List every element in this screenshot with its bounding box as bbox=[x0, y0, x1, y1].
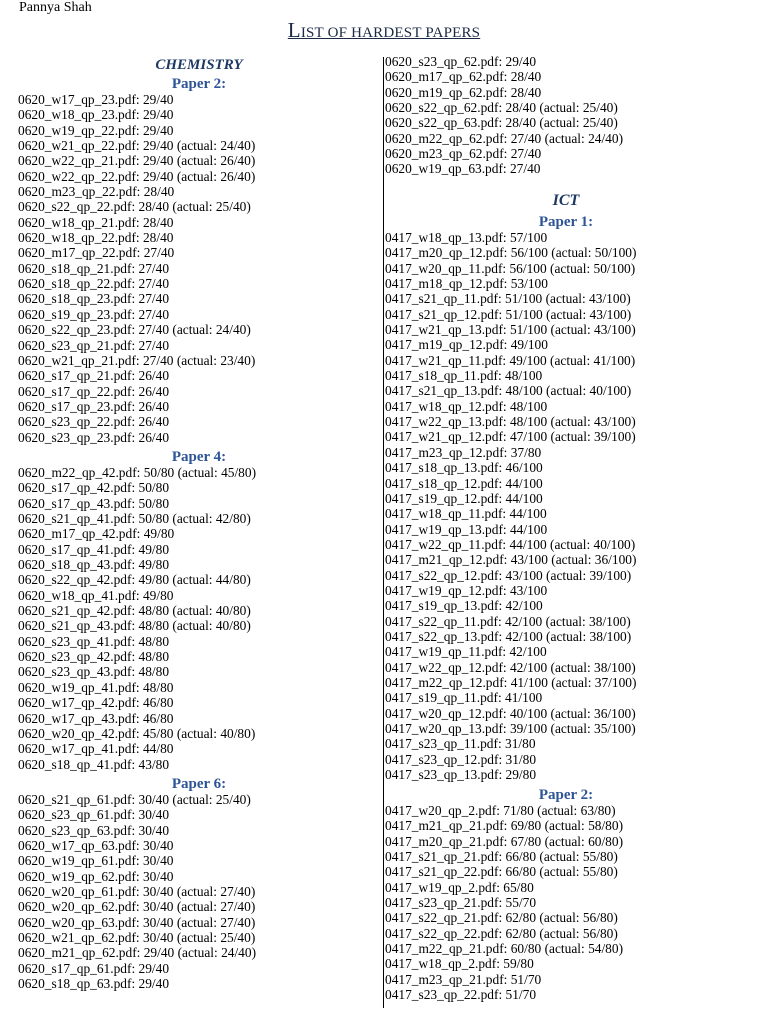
list-item: 0620_w18_qp_22.pdf: 28/40 bbox=[18, 230, 174, 246]
list-item: 0417_m21_qp_21.pdf: 69/80 (actual: 58/80) bbox=[385, 818, 624, 834]
list-item: 0417_s19_qp_11.pdf: 41/100 bbox=[385, 690, 543, 706]
chemistry-heading: CHEMISTRY bbox=[155, 57, 243, 73]
list-item: 0417_s21_qp_21.pdf: 66/80 (actual: 55/80) bbox=[385, 849, 618, 865]
list-item: 0620_s17_qp_42.pdf: 50/80 bbox=[18, 480, 170, 496]
list-item: 0417_m18_qp_12.pdf: 53/100 bbox=[385, 276, 548, 292]
list-item: 0620_s23_qp_23.pdf: 26/40 bbox=[18, 429, 170, 445]
list-item: 0620_w22_qp_21.pdf: 29/40 (actual: 26/40) bbox=[18, 153, 256, 169]
list-item: 0417_m20_qp_12.pdf: 56/100 (actual: 50/100) bbox=[385, 245, 637, 261]
list-item: 0620_m21_qp_62.pdf: 29/40 (actual: 24/40) bbox=[18, 945, 257, 961]
list-item: 0417_s21_qp_22.pdf: 66/80 (actual: 55/80) bbox=[385, 864, 618, 880]
list-item: 0417_w18_qp_12.pdf: 48/100 bbox=[385, 398, 548, 414]
list-item: 0417_w20_qp_12.pdf: 40/100 (actual: 36/100) bbox=[385, 705, 636, 721]
list-item: 0417_s19_qp_13.pdf: 42/100 bbox=[385, 598, 543, 614]
list-item: 0417_s21_qp_11.pdf: 51/100 (actual: 43/100) bbox=[385, 291, 631, 307]
list-item: 0620_s17_qp_43.pdf: 50/80 bbox=[18, 495, 170, 511]
list-item: 0620_s22_qp_22.pdf: 28/40 (actual: 25/40) bbox=[18, 199, 251, 215]
list-item: 0620_s23_qp_62.pdf: 29/40 bbox=[385, 54, 537, 69]
list-item: 0620_w21_qp_21.pdf: 27/40 (actual: 23/40) bbox=[18, 352, 256, 368]
list-item: 0620_w19_qp_63.pdf: 27/40 bbox=[385, 161, 541, 177]
list-item: 0417_w21_qp_11.pdf: 49/100 (actual: 41/100) bbox=[385, 352, 636, 368]
list-item: 0620_w21_qp_62.pdf: 30/40 (actual: 25/40) bbox=[18, 930, 256, 946]
list-item: 0417_m20_qp_21.pdf: 67/80 (actual: 60/80) bbox=[385, 833, 624, 849]
list-item: 0417_w19_qp_11.pdf: 42/100 bbox=[385, 644, 547, 660]
list-item: 0620_w17_qp_42.pdf: 46/80 bbox=[18, 695, 174, 711]
list-item: 0417_m23_qp_12.pdf: 37/80 bbox=[385, 444, 542, 460]
list-item: 0620_m19_qp_62.pdf: 28/40 bbox=[385, 84, 542, 100]
ict-paper2-list bbox=[385, 803, 623, 1002]
list-item: 0417_w19_qp_2.pdf: 65/80 bbox=[385, 879, 534, 895]
list-item: 0417_s23_qp_12.pdf: 31/80 bbox=[385, 751, 537, 767]
list-item: 0620_s18_qp_63.pdf: 29/40 bbox=[18, 976, 170, 992]
author-name: Pannya Shah bbox=[19, 0, 92, 15]
list-item: 0417_s18_qp_13.pdf: 46/100 bbox=[385, 460, 543, 476]
list-item: 0417_w18_qp_13.pdf: 57/100 bbox=[385, 230, 548, 245]
list-item: 0620_m17_qp_42.pdf: 49/80 bbox=[18, 526, 175, 542]
list-item: 0417_w19_qp_13.pdf: 44/100 bbox=[385, 521, 548, 537]
list-item: 0620_w19_qp_61.pdf: 30/40 bbox=[18, 853, 174, 869]
list-item: 0417_s23_qp_22.pdf: 51/70 bbox=[385, 987, 537, 1003]
list-item: 0620_m23_qp_22.pdf: 28/40 bbox=[18, 184, 175, 200]
list-item: 0417_m21_qp_12.pdf: 43/100 (actual: 36/100) bbox=[385, 552, 637, 568]
list-item: 0620_s23_qp_41.pdf: 48/80 bbox=[18, 633, 170, 649]
chemistry-paper6-heading: Paper 6: bbox=[171, 776, 227, 792]
title-first-letter: L bbox=[287, 18, 301, 42]
list-item: 0620_w19_qp_62.pdf: 30/40 bbox=[18, 868, 174, 884]
list-item: 0417_m23_qp_21.pdf: 51/70 bbox=[385, 971, 542, 987]
title-rest: IST OF HARDEST PAPERS bbox=[300, 25, 481, 41]
list-item: 0620_s17_qp_21.pdf: 26/40 bbox=[18, 368, 170, 384]
list-item: 0620_w20_qp_63.pdf: 30/40 (actual: 27/40) bbox=[18, 914, 256, 930]
page-title bbox=[0, 18, 768, 45]
list-item: 0620_m22_qp_62.pdf: 27/40 (actual: 24/40) bbox=[385, 130, 624, 146]
list-item: 0620_s17_qp_61.pdf: 29/40 bbox=[18, 960, 170, 976]
chemistry-paper4-list bbox=[18, 465, 256, 772]
list-item: 0417_m22_qp_21.pdf: 60/80 (actual: 54/80) bbox=[385, 941, 624, 957]
list-item: 0620_s17_qp_22.pdf: 26/40 bbox=[18, 383, 170, 399]
chemistry-paper2-list bbox=[18, 92, 255, 445]
list-item: 0417_w18_qp_11.pdf: 44/100 bbox=[385, 506, 547, 522]
chemistry-paper4-heading: Paper 4: bbox=[171, 449, 227, 465]
list-item: 0620_s22_qp_42.pdf: 49/80 (actual: 44/80) bbox=[18, 572, 251, 588]
list-item: 0620_s23_qp_43.pdf: 48/80 bbox=[18, 664, 170, 680]
chemistry-paper6-list bbox=[18, 792, 256, 991]
list-item: 0620_s21_qp_42.pdf: 48/80 (actual: 40/80) bbox=[18, 603, 251, 619]
list-item: 0417_m22_qp_12.pdf: 41/100 (actual: 37/100) bbox=[385, 674, 637, 690]
list-item: 0417_w20_qp_11.pdf: 56/100 (actual: 50/100) bbox=[385, 260, 636, 276]
list-item: 0417_w18_qp_2.pdf: 59/80 bbox=[385, 956, 534, 972]
list-item: 0417_s22_qp_13.pdf: 42/100 (actual: 38/100) bbox=[385, 628, 632, 644]
list-item: 0620_s17_qp_41.pdf: 49/80 bbox=[18, 541, 170, 557]
list-item: 0620_s23_qp_61.pdf: 30/40 bbox=[18, 807, 170, 823]
list-item: 0620_s18_qp_22.pdf: 27/40 bbox=[18, 276, 170, 292]
list-item: 0620_w20_qp_42.pdf: 45/80 (actual: 40/80) bbox=[18, 725, 256, 741]
list-item: 0417_w22_qp_12.pdf: 42/100 (actual: 38/100) bbox=[385, 659, 636, 675]
list-item: 0620_w17_qp_41.pdf: 44/80 bbox=[18, 741, 174, 757]
ict-heading: ICT bbox=[552, 192, 580, 209]
list-item: 0417_s19_qp_12.pdf: 44/100 bbox=[385, 490, 543, 506]
list-item: 0417_s23_qp_13.pdf: 29/80 bbox=[385, 767, 537, 783]
list-item: 0620_w21_qp_22.pdf: 29/40 (actual: 24/40) bbox=[18, 138, 256, 154]
chemistry-paper6-continued-list bbox=[385, 54, 623, 177]
list-item: 0620_m17_qp_62.pdf: 28/40 bbox=[385, 69, 542, 85]
list-item: 0417_s22_qp_11.pdf: 42/100 (actual: 38/100) bbox=[385, 613, 631, 629]
list-item: 0620_s18_qp_43.pdf: 49/80 bbox=[18, 557, 170, 573]
list-item: 0620_s18_qp_41.pdf: 43/80 bbox=[18, 756, 170, 772]
list-item: 0417_s18_qp_12.pdf: 44/100 bbox=[385, 475, 543, 491]
ict-paper1-heading: Paper 1: bbox=[538, 214, 594, 230]
list-item: 0417_s21_qp_12.pdf: 51/100 (actual: 43/100) bbox=[385, 306, 632, 322]
list-item: 0620_s21_qp_43.pdf: 48/80 (actual: 40/80) bbox=[18, 618, 251, 634]
list-item: 0417_s22_qp_12.pdf: 43/100 (actual: 39/100) bbox=[385, 567, 632, 583]
list-item: 0620_s23_qp_21.pdf: 27/40 bbox=[18, 337, 170, 353]
list-item: 0620_s19_qp_23.pdf: 27/40 bbox=[18, 306, 170, 322]
list-item: 0620_s23_qp_63.pdf: 30/40 bbox=[18, 822, 170, 838]
list-item: 0620_m23_qp_62.pdf: 27/40 bbox=[385, 146, 542, 162]
list-item: 0620_w17_qp_23.pdf: 29/40 bbox=[18, 92, 174, 107]
list-item: 0417_w21_qp_13.pdf: 51/100 (actual: 43/100) bbox=[385, 322, 636, 338]
list-item: 0620_s22_qp_62.pdf: 28/40 (actual: 25/40) bbox=[385, 100, 618, 116]
list-item: 0620_s18_qp_23.pdf: 27/40 bbox=[18, 291, 170, 307]
list-item: 0417_w19_qp_12.pdf: 43/100 bbox=[385, 582, 548, 598]
list-item: 0620_w17_qp_63.pdf: 30/40 bbox=[18, 838, 174, 854]
list-item: 0417_w21_qp_12.pdf: 47/100 (actual: 39/100) bbox=[385, 429, 636, 445]
column-divider bbox=[383, 57, 384, 1008]
list-item: 0620_s21_qp_41.pdf: 50/80 (actual: 42/80) bbox=[18, 511, 251, 527]
list-item: 0620_w18_qp_23.pdf: 29/40 bbox=[18, 107, 174, 123]
list-item: 0417_s22_qp_22.pdf: 62/80 (actual: 56/80) bbox=[385, 925, 618, 941]
list-item: 0620_s22_qp_63.pdf: 28/40 (actual: 25/40) bbox=[385, 115, 618, 131]
ict-paper1-list bbox=[385, 230, 636, 782]
list-item: 0620_s17_qp_23.pdf: 26/40 bbox=[18, 398, 170, 414]
list-item: 0417_m19_qp_12.pdf: 49/100 bbox=[385, 337, 548, 353]
list-item: 0620_s22_qp_23.pdf: 27/40 (actual: 24/40) bbox=[18, 322, 251, 338]
ict-paper2-heading: Paper 2: bbox=[538, 787, 594, 803]
chemistry-paper2-heading: Paper 2: bbox=[171, 76, 227, 92]
list-item: 0620_s23_qp_42.pdf: 48/80 bbox=[18, 649, 170, 665]
list-item: 0417_w22_qp_11.pdf: 44/100 (actual: 40/100) bbox=[385, 536, 636, 552]
list-item: 0417_w20_qp_13.pdf: 39/100 (actual: 35/100) bbox=[385, 721, 636, 736]
list-item: 0620_w19_qp_22.pdf: 29/40 bbox=[18, 122, 174, 138]
list-item: 0417_s23_qp_11.pdf: 31/80 bbox=[385, 736, 536, 752]
list-item: 0620_m22_qp_42.pdf: 50/80 (actual: 45/80) bbox=[18, 465, 257, 480]
list-item: 0620_m17_qp_22.pdf: 27/40 bbox=[18, 245, 175, 261]
list-item: 0620_s23_qp_22.pdf: 26/40 bbox=[18, 414, 170, 430]
list-item: 0620_w20_qp_62.pdf: 30/40 (actual: 27/40) bbox=[18, 899, 256, 915]
list-item: 0620_s18_qp_21.pdf: 27/40 bbox=[18, 260, 170, 276]
list-item: 0417_s22_qp_21.pdf: 62/80 (actual: 56/80) bbox=[385, 910, 618, 926]
list-item: 0417_w22_qp_13.pdf: 48/100 (actual: 43/100) bbox=[385, 414, 636, 430]
list-item: 0417_s21_qp_13.pdf: 48/100 (actual: 40/100) bbox=[385, 383, 632, 399]
list-item: 0620_s21_qp_61.pdf: 30/40 (actual: 25/40) bbox=[18, 792, 251, 807]
list-item: 0620_w20_qp_61.pdf: 30/40 (actual: 27/40) bbox=[18, 884, 256, 900]
list-item: 0620_w17_qp_43.pdf: 46/80 bbox=[18, 710, 174, 726]
list-item: 0620_w22_qp_22.pdf: 29/40 (actual: 26/40) bbox=[18, 168, 256, 184]
list-item: 0417_w20_qp_2.pdf: 71/80 (actual: 63/80) bbox=[385, 803, 616, 818]
list-item: 0620_w18_qp_41.pdf: 49/80 bbox=[18, 587, 174, 603]
list-item: 0417_s23_qp_21.pdf: 55/70 bbox=[385, 895, 537, 911]
list-item: 0620_w18_qp_21.pdf: 28/40 bbox=[18, 214, 174, 230]
list-item: 0417_s18_qp_11.pdf: 48/100 bbox=[385, 368, 543, 384]
list-item: 0620_w19_qp_41.pdf: 48/80 bbox=[18, 679, 174, 695]
